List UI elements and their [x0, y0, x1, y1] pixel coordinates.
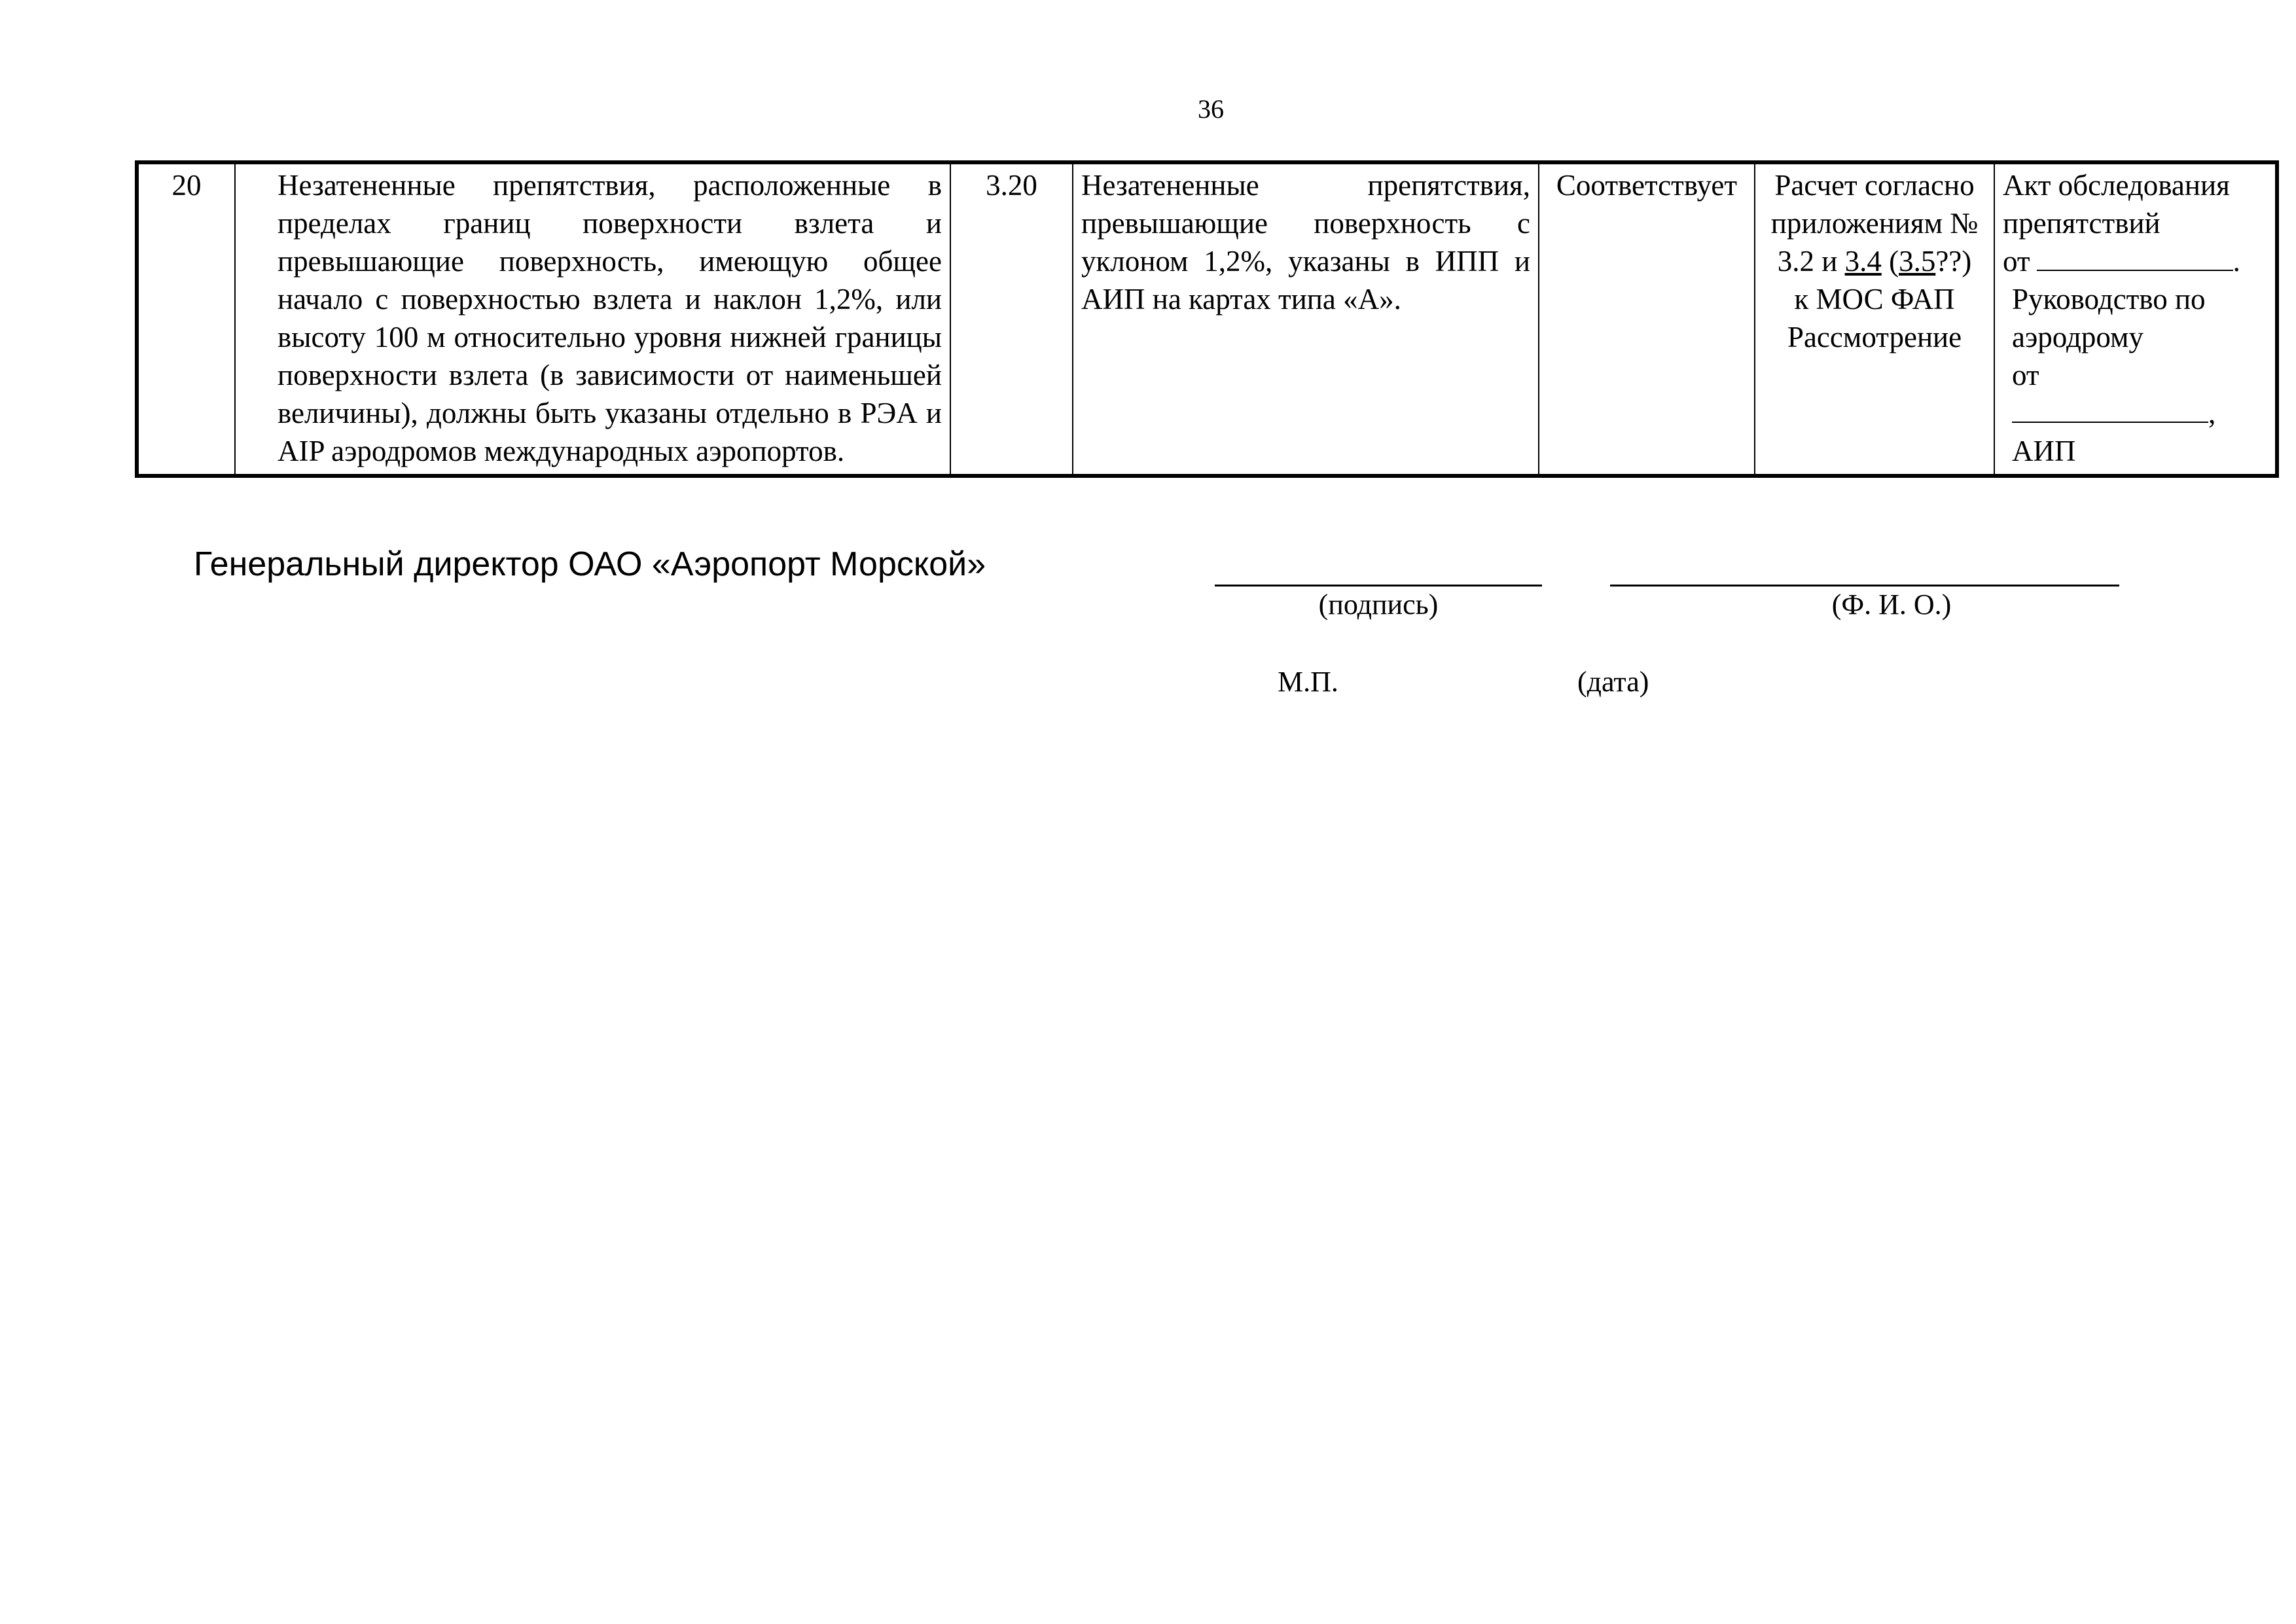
docs-line-4: Руководство по	[2012, 283, 2206, 316]
page-number: 36	[1198, 94, 1224, 124]
method-line-1: Расчет согласно	[1774, 169, 1975, 202]
table-row	[137, 162, 2277, 476]
docs-line-3: от .	[2003, 245, 2240, 278]
docs-from-2: от	[2012, 359, 2039, 391]
name-caption: (Ф. И. О.)	[1831, 588, 1952, 621]
requirement-text	[235, 162, 950, 476]
docs-line-2: препятствий	[2003, 207, 2161, 240]
subclause-number: 3.20	[950, 162, 1073, 476]
method-line-2: приложениям №	[1770, 207, 1979, 240]
date-blank-2	[2012, 395, 2208, 423]
docs-line-1: Акт обследования	[2003, 169, 2230, 202]
compliance-table	[135, 160, 2279, 478]
appendix-ref-3-5: 3.5	[1899, 245, 1936, 278]
verification-method	[1755, 162, 1994, 476]
compliance-status: Соответствует	[1539, 162, 1755, 476]
row-number: 20	[137, 162, 235, 476]
docs-line-5: аэродрому	[2012, 321, 2144, 353]
docs-line-6: ,	[2003, 394, 2267, 432]
method-and: и	[1821, 245, 1838, 278]
signatory-title: Генеральный директор ОАО «Аэропорт Морской»	[194, 545, 986, 583]
date-label: (дата)	[1577, 666, 1649, 698]
appendix-ref-3-4: 3.4	[1844, 245, 1882, 278]
compliance-description: Незатененные препятствия, превышающие поверхность с уклоном 1,2%, указаны в ИПП и АИП на картах типа «А».	[1073, 162, 1539, 476]
docs-line-7: АИП	[2012, 435, 2076, 467]
supporting-documents	[1994, 162, 2277, 476]
appendix-ref-3-2: 3.2	[1777, 245, 1814, 278]
method-line-3: 3.2 и 3.4 (3.5??)	[1777, 245, 1972, 278]
date-blank-1	[2037, 244, 2233, 271]
name-line	[1610, 585, 2119, 586]
docs-from-1: от	[2003, 245, 2030, 278]
method-line-5: Рассмотрение	[1787, 321, 1962, 353]
requirement-paragraph: Незатененные препятствия, расположенные в пределах границ поверхности взлета и превышающие поверхность, имеющую общее начало с поверхностью взлета и наклон 1,2%, или высоту 100 м относительно уровня нижней границы поверхности взлета (в зависимости от наименьшей величины), должны быть указаны отдельно в РЭА и AIP аэродромов международных аэропортов.	[278, 169, 942, 467]
question-marks: ??	[1935, 245, 1962, 278]
method-line-4: к МОС ФАП	[1794, 283, 1955, 316]
stamp-label: М.П.	[1278, 666, 1338, 698]
signature-caption: (подпись)	[1318, 588, 1439, 621]
signature-line	[1215, 585, 1542, 586]
